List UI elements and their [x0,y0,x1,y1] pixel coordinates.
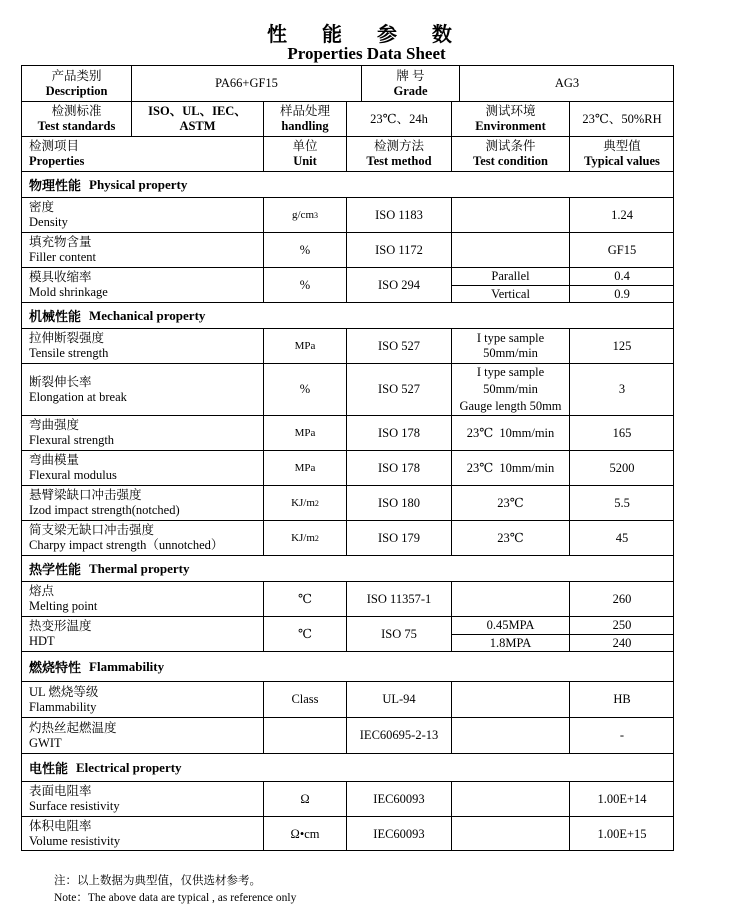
izod-name [21,485,263,520]
section-flammability [21,651,674,681]
grade-label-en: Grade [393,83,428,98]
ul-name [21,681,263,717]
izod-value: 5.5 [569,485,674,520]
shrinkage-unit: % [263,267,346,302]
tensile-condition-line1: I type sample [476,331,545,345]
density-cn: 密度 [29,200,55,214]
note-english: Note：The above data are typical , as reference only [54,892,297,904]
elongation-cn: 断裂伸长率 [29,374,92,389]
section-flammability-en: Flammability [89,658,165,674]
page-title-english: Properties Data Sheet [287,44,446,63]
density-condition [451,197,569,232]
standards-value-line2: ASTM [179,119,216,133]
row-shrinkage [21,267,674,302]
volume-resistivity-cn: 体积电阻率 [29,819,92,833]
melting-condition [451,581,569,616]
surface-resistivity-cn: 表面电阻率 [29,784,92,798]
shrinkage-value-parallel: 0.4 [569,267,674,285]
tensile-en: Tensile strength [29,346,109,360]
col-condition [451,136,569,171]
row-izod [21,485,674,520]
flexural-strength-value: 165 [569,415,674,450]
elongation-condition-line2: 50mm/min [483,382,538,396]
hdt-value-low: 250 [569,616,674,634]
col-value [569,136,674,171]
standards-label [21,101,131,136]
row-filler [21,232,674,267]
col-method [346,136,451,171]
description-label-en: Description [45,83,108,98]
col-method-cn: 检测方法 [373,139,424,153]
elongation-method: ISO 527 [346,363,451,415]
filler-value: GF15 [569,232,674,267]
surface-resistivity-condition [451,781,569,816]
flexural-modulus-en: Flexural modulus [29,468,117,482]
surface-resistivity-value: 1.00E+14 [569,781,674,816]
elongation-en: Elongation at break [29,389,127,404]
surface-resistivity-en: Surface resistivity [29,799,120,813]
handling-label-en: handling [281,119,329,133]
col-unit-cn: 单位 [292,139,318,153]
izod-unit-text: KJ/m [291,496,315,509]
charpy-en: Charpy impact strength（unnotched） [29,538,224,552]
tensile-cn: 拉伸断裂强度 [29,331,105,345]
tensile-name [21,328,263,363]
row-hdt [21,616,674,651]
hdt-cn: 热变形温度 [29,619,92,633]
flexural-strength-method: ISO 178 [346,415,451,450]
shrinkage-en: Mold shrinkage [29,285,108,299]
elongation-condition [451,363,569,415]
izod-unit [263,485,346,520]
note-chinese: 注：以上数据为典型值，仅供选材参考。 [54,875,261,887]
handling-value: 23℃、24h [346,101,451,136]
standards-value-line1: ISO、UL、IEC、 [148,104,247,118]
standards-value [131,101,263,136]
environment-label-en: Environment [475,119,546,133]
col-unit-en: Unit [293,154,317,168]
izod-method: ISO 180 [346,485,451,520]
section-thermal-cn: 热学性能 [29,563,82,578]
section-thermal-en: Thermal property [89,560,190,576]
charpy-cn: 简支梁无缺口冲击强度 [29,523,155,537]
tensile-condition [451,328,569,363]
col-condition-en: Test condition [473,154,548,168]
filler-en: Filler content [29,250,96,264]
gwit-name [21,717,263,753]
tensile-method: ISO 527 [346,328,451,363]
elongation-condition-line3: Gauge length 50mm [459,399,562,413]
filler-name [21,232,263,267]
flexural-modulus-unit: MPa [263,450,346,485]
col-value-en: Typical values [584,154,660,168]
column-header-row [21,136,674,171]
elongation-unit: % [263,363,346,415]
surface-resistivity-unit: Ω [263,781,346,816]
standards-label-en: Test standards [37,119,116,133]
filler-cn: 填充物含量 [29,235,92,249]
gwit-value: - [569,717,674,753]
row-volume-resistivity [21,816,674,851]
density-name [21,197,263,232]
charpy-unit-sup: 2 [314,533,319,543]
description-value: PA66+GF15 [131,65,361,101]
density-value: 1.24 [569,197,674,232]
elongation-condition-line1: I type sample [476,365,545,379]
surface-resistivity-name [21,781,263,816]
izod-unit-sup: 2 [314,498,319,508]
section-physical [21,171,674,197]
row-melting [21,581,674,616]
gwit-unit [263,717,346,753]
density-unit-sup: 3 [314,210,318,220]
izod-cn: 悬臂梁缺口冲击强度 [29,488,142,502]
melting-unit: ℃ [263,581,346,616]
section-mechanical [21,302,674,328]
shrinkage-condition-vertical: Vertical [451,285,569,302]
hdt-condition-low: 0.45MPA [451,616,569,634]
charpy-name [21,520,263,555]
ul-condition [451,681,569,717]
flexural-modulus-method: ISO 178 [346,450,451,485]
hdt-method: ISO 75 [346,616,451,651]
grade-value: AG3 [459,65,674,101]
shrinkage-value-vertical: 0.9 [569,285,674,302]
flexural-modulus-condition: 23℃ 10mm/min [451,450,569,485]
section-physical-en: Physical property [89,176,188,192]
standards-label-cn: 检测标准 [51,104,102,118]
volume-resistivity-condition [451,816,569,851]
hdt-en: HDT [29,634,55,648]
shrinkage-name [21,267,263,302]
grade-label-cn: 牌 号 [396,68,425,83]
flexural-strength-condition: 23℃ 10mm/min [451,415,569,450]
section-electrical-en: Electrical property [76,759,182,775]
density-unit-text: g/cm [292,208,314,221]
elongation-value: 3 [569,363,674,415]
flexural-modulus-value: 5200 [569,450,674,485]
row-elongation [21,363,674,415]
melting-method: ISO 11357-1 [346,581,451,616]
charpy-unit [263,520,346,555]
ul-value: HB [569,681,674,717]
section-mechanical-en: Mechanical property [89,307,206,323]
row-surface-resistivity [21,781,674,816]
volume-resistivity-value: 1.00E+15 [569,816,674,851]
header-row-standards [21,101,674,136]
flexural-modulus-name [21,450,263,485]
charpy-method: ISO 179 [346,520,451,555]
density-en: Density [29,215,68,229]
hdt-value-high: 240 [569,634,674,651]
melting-name [21,581,263,616]
flexural-modulus-cn: 弯曲模量 [29,453,80,467]
izod-en: Izod impact strength(notched) [29,503,180,517]
charpy-unit-text: KJ/m [291,531,315,544]
volume-resistivity-name [21,816,263,851]
charpy-condition: 23℃ [451,520,569,555]
gwit-method: IEC60695-2-13 [346,717,451,753]
volume-resistivity-en: Volume resistivity [29,834,121,848]
col-properties-en: Properties [29,154,85,168]
col-value-cn: 典型值 [603,139,641,153]
col-properties-cn: 检测项目 [29,139,80,153]
section-physical-cn: 物理性能 [29,179,82,194]
description-label-cn: 产品类别 [51,68,102,83]
elongation-name [21,363,263,415]
description-label [21,65,131,101]
filler-method: ISO 1172 [346,232,451,267]
hdt-unit: ℃ [263,616,346,651]
grade-label [361,65,459,101]
shrinkage-condition-parallel: Parallel [451,267,569,285]
environment-label [451,101,569,136]
flexural-strength-en: Flexural strength [29,433,115,447]
ul-unit: Class [263,681,346,717]
melting-cn: 熔点 [29,584,55,598]
density-unit [263,197,346,232]
section-flammability-cn: 燃烧特性 [29,661,82,676]
tensile-value: 125 [569,328,674,363]
volume-resistivity-unit: Ω•cm [263,816,346,851]
table-bottom-border [21,850,674,851]
melting-value: 260 [569,581,674,616]
ul-en: Flammability [29,699,97,714]
hdt-condition-high: 1.8MPA [451,634,569,651]
row-density [21,197,674,232]
flexural-strength-cn: 弯曲强度 [29,418,80,432]
volume-resistivity-method: IEC60093 [346,816,451,851]
col-condition-cn: 测试条件 [485,139,536,153]
header-row-description [21,65,674,101]
surface-resistivity-method: IEC60093 [346,781,451,816]
melting-en: Melting point [29,599,98,613]
ul-cn: UL 燃烧等级 [29,684,99,699]
section-electrical-cn: 电性能 [29,762,69,777]
section-thermal [21,555,674,581]
hdt-name [21,616,263,651]
tensile-condition-line2: 50mm/min [483,346,538,360]
section-mechanical-cn: 机械性能 [29,310,82,325]
page-title-chinese: 性 能 参 数 [267,22,466,46]
properties-table [21,65,674,851]
flexural-strength-name [21,415,263,450]
row-charpy [21,520,674,555]
shrinkage-cn: 模具收缩率 [29,270,92,284]
col-method-en: Test method [366,154,432,168]
row-tensile [21,328,674,363]
handling-label-cn: 样品处理 [279,104,330,118]
handling-label [263,101,346,136]
gwit-condition [451,717,569,753]
tensile-unit: MPa [263,328,346,363]
col-properties [21,136,263,171]
section-electrical [21,753,674,781]
izod-condition: 23℃ [451,485,569,520]
col-unit [263,136,346,171]
density-method: ISO 1183 [346,197,451,232]
gwit-en: GWIT [29,735,62,750]
gwit-cn: 灼热丝起燃温度 [29,720,117,735]
filler-unit: % [263,232,346,267]
filler-condition [451,232,569,267]
row-ul [21,681,674,717]
row-flexural-strength [21,415,674,450]
table-right-border [673,65,674,851]
row-gwit [21,717,674,753]
shrinkage-method: ISO 294 [346,267,451,302]
flexural-strength-unit: MPa [263,415,346,450]
row-flexural-modulus [21,450,674,485]
environment-label-cn: 测试环境 [485,104,536,118]
charpy-value: 45 [569,520,674,555]
environment-value: 23℃、50%RH [569,101,674,136]
ul-method: UL-94 [346,681,451,717]
